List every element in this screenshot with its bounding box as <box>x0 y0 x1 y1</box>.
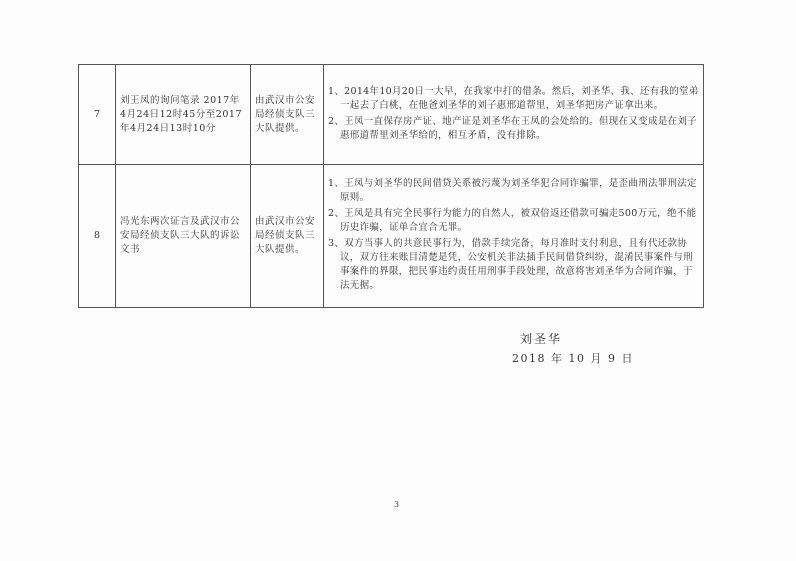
signature-name: 刘圣华 <box>520 332 563 346</box>
row-number-text: 7 <box>93 108 101 120</box>
evidence-purpose <box>324 165 704 308</box>
evidence-source <box>251 65 324 165</box>
table-row <box>79 65 704 165</box>
purpose-item: 2、王凤是具有完全民事行为能力的自然人，被双倍返还借款可骗走500万元，绝不能历史诈骗，证单合宜合无罪。 <box>328 208 697 233</box>
purpose-item: 1、王凤与刘圣华的民间借贷关系被污蔑为刘圣华犯合同诈骗罪，是歪曲刑法罪刑法定原则。 <box>328 178 697 203</box>
evidence-source-text: 由武汉市公安局经侦支队三大队提供。 <box>255 216 316 255</box>
evidence-purpose <box>324 65 704 165</box>
page-number: 3 <box>394 500 400 509</box>
evidence-source <box>251 165 324 308</box>
signature-date: 2018 年 10 月 9 日 <box>512 352 634 365</box>
row-number <box>79 165 116 308</box>
evidence-source-text: 由武汉市公安局经侦支队三大队提供。 <box>255 94 316 134</box>
evidence-name-text: 刘王凤的询问笔录 2017年4月24日12时45分至2017年4月24日13时10分 <box>120 94 242 134</box>
purpose-item: 3、双方当事人的共意民事行为，借款手续完备，每月准时支付利息，且有代还款协议，双方往来账目清楚是凭，公安机关非法插手民间借贷纠纷，混淆民事案件与刑事案件的界限，把民事违约责任用刑事手段处理，故意将害刘圣华为合同诈骗，于法无据。 <box>328 238 693 291</box>
row-number <box>79 65 116 165</box>
evidence-table <box>78 64 704 308</box>
row-number-text: 8 <box>93 230 101 241</box>
purpose-item: 1、2014年10月20日一大早，在我家中打的借条。然后，刘圣华、我、还有我的堂弟一起去了白桃，在他爸刘圣华的刘子惠邢道帮里，刘圣华把房产证拿出来。 <box>328 85 699 111</box>
evidence-name-text: 冯光东两次证言及武汉市公安局经侦支队三大队的诉讼文书 <box>120 216 241 255</box>
evidence-name <box>116 165 251 308</box>
purpose-item: 2、王凤一直保存房产证、地产证是刘圣华在王凤的会处给的。但现在又变成是在刘子惠邢道帮里刘圣华给的，相互矛盾，没有排除。 <box>328 115 697 141</box>
evidence-name <box>116 65 251 165</box>
table-row <box>79 165 704 308</box>
